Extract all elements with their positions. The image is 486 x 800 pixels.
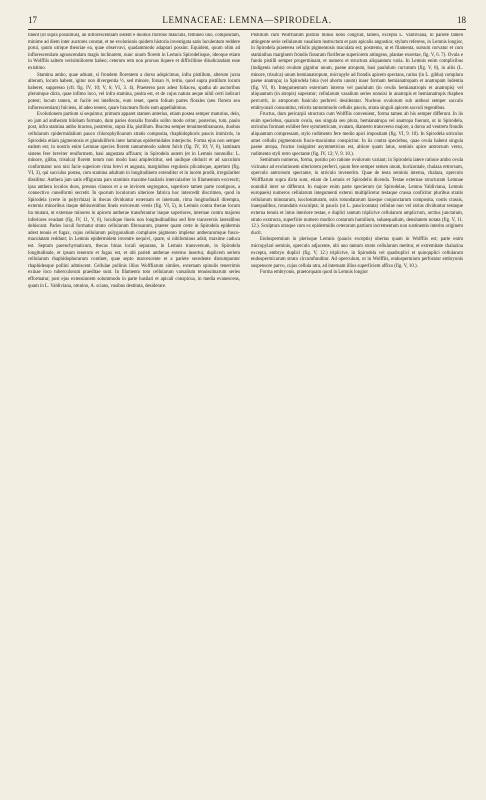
paragraph: Pistillum cum Wolffiarum pistillo minus notis congruit, tamen, excepta L. Valdiviana, in pariete tamen attingente serie cellularum vasalium instructum et pars apicalis angustior, stylum referens, in Lemnis longior, in Spirodela praeterea cellulis pigmentosis maculata est; postremo, ut et filamenta, sursum curvatur et cum staminibus marginem frondis fissuram floriferae superiorem attingens, plantae exsertae, fig. V, 6. 7). Ovula e fundo pistilli semper progerminant, et numero et structura aliquantum varia. In Lemnis enim complicibus (indigenis nobis) ovulum gignitur unum, paene atropum, basi paululum curvatum (fig. V, 8), in aliis (L. minore, trisulca) unum hemianatropum, micropyle ad frondis apicem spectans, rarius (in L. gibba) complura paene anatropa; in Spirodela bina (vel abortu unum) inaer formam hemianatropam et anatropam ludentia (fig. VI, 8). Integumentum externum interno vel paululum (in ovulis hemianatropis et anatropis) vel aliquantum (in atropis) superatur; cellularum vasalium series nonnisi in anatropis et hemianatropis rhaphen percurrit, in atroporum funiculo perbrevi desideratur. Nucleus ovulorum sub antheai semper saccalo embryonali consumitur, relictis tantummodo cellulis paucis, strata singuli apicem sacculi tegentibus. <box>251 33 463 111</box>
header-rule <box>28 29 466 30</box>
right-column <box>251 33 463 785</box>
paragraph: Forma embryonis, praetorquam quod in Lemnis longior <box>260 270 369 276</box>
left-column <box>28 33 240 785</box>
paragraph: Evolutionem partium si sequimur, primum apparet stamen anterius, etiam postea semper maturius, dein, eo jam ad antheram bilobam formato, dum paries dorsalis frondis solito modo oritur, posterius, tum, paulo post, infra stamina ambo bractea, postremo, supra illa, pistillum. Bractea semper tenuimembranacea, duobus cellularum cpiderrnidalium pauco chlorophylloarum stratis composita, rhaphidophoris paucis immixtis, in Spirodela etiam pigmentosis et glanduliferis inter laminas epidermidales interjectis. Forma ejus non semper eadem est; in nostris enim Lemnae species florem tantummodo saltem fulcit (fig. IV, 10; V, 6), laminam sistens fere breviter reniformem, basi angustata affixam; in Spirodela autem (et in Lemnis nonnullis: L. minore, gibba, trisulca) florem totum non modo basi amplecititur, sed undique obducit et ad sacculum conformatur non nisi facie superiore rima brevi et angusta, marginibus regulosis plicatisque, apertum (fig. VI, 3), qui sacculus postea, cum stamina adultum in longitudinem extenditur et in lucem prodit, irregulariter dissilitur. Anthera jam satis effigurata pars staminis maxime basilaris intercalariter in filamentum excrescit; ipsa anthera loculos duos, pressus clausos et a se invicem segregatos, superiore tamen parte contiguos, a connectivo cuneiformi secretit. In quorum loculorum ulteriore fabrica hoc intercedit discrimen, quod in Spirodela (certe in polyrrhiza) in thecas dividuntur externam et internam, rima longitudinali dirempta, externis minoribus itaque dehiscentibus lineis extrorsum versis (fig. VI, 5), in Lemnis contra thecae locum ita mutant, ut externae minores in apicem antherae transferantur itaque superiores, internae contra majores inferiores evadant (fig. IV, 11, V, 6), loculique lineis non longitudinalibus sed fere transversis lateralibus dehiscant. Paries loculi formatur strato cellularum fibrosarum, praeter quam certe in Spirodela epidermis adest tenuis et fugax, cujus cellularum polygonalium complures pigmento impletur antherarumque fusco-maculatam reddunt; in Lemnis epidermidem inventre nequivi, quare, si nihilominus adsit, maxime caduca est. Septum parenchymaticum, thecas binas locali separans, in Lemnis transversum, in Spirodela longitudinale, et ipsum tenerum et fugax est, et ubi parieti antherae externo insertur, duplicem seriem cellularum rhaphidophorarum continet, quae septo marcescente et a pariete secedente disrumpuntur rhaphidesque pollini admiscent. Cellulae pollinis illius Wolffiarum similes, externam spinulis tenerrimis exinae loco tuberculorum praeditae sunt. In filamento toto cellularum varsalium tenuissimarum series efformatur, post ejus extensionem solummodo in parte basilari et apicali conspicua, in media evanescens, quam in L. Valdiviana, omnino, A. scians, vasibus destituta, desiderare. <box>28 112 240 289</box>
page-number-left: 17 <box>28 15 37 25</box>
page-header <box>28 14 466 26</box>
paragraph: Semimum numerus, forma, positio pro ratione ovulorum variant; in Spirodela latere ratione ambo ovula vicinatur ad evolutionem ulteriorem perferri, quum fere semper semen unum, horizontale, chalaza retrorsum, operculo antrorsum spectante, in utriculo invenerim. Quae de testa seminis interna, chalaza, operculo Wolffiarum supra dicta sunt, etiam de Lemnis et Spirodelis dicenda. Testae externae structuram Lemnae nonnihil inter se differunt. In majore enim parte specierum (ut Spirodelae, Lemna Valdiviana, Lemnis europaeis) numeros cellularum integumenti externi multiplicetur testaque crassa conficitur pluribus stratis cellularum minutarum, isoclostaturam, sstis rotundatarum laxeque conjunctarum composita, costis crassis, inaequalibus, rotundatis exsculpta; in paucis (ut L. paucicostata) cellulae non vel rarius dividuntur testaque externa tenuis et intus interiore testae, e duplici tantum triplicive cellularum amplicrum, arctius junctarum, strato exstructa, superficie numero modico costarum humilium, subaequalium, densitatem notata (fig. V, 11. 12.). Sculptura utraque cum ex epidermidis ceterarum partium incrementum non sustinentis interitu originem ducit. <box>251 158 463 236</box>
paragraph: Fructus, dum pericarpii structura cum Wolffiis convenient, forma tamen ab his semper differunt. In iis enim speciebus, quarum ovula, seu singula seu plura, hemianatropa vel anatropa fuerunt, ut in Spirodela, utriculus formam exhibet fere symmetricam, ovatam, diametro transverso majore, a dorso ad ventrem frondis aliquantum compressam, stylo rudimento fere medio apici impositam (fig. VI, 9. 10). In Spirodela utriculus amet cellulis pigmentosis fusco-maculatus conspicitur. In iis contra speciebus, quae ovula habent singula paene atropa, fructus insigniter asymmetricus est, altiore quam latus, seminis apice antrorsum verso, rudimento styli retro spectante (fig. IV, 12; V, 9. 10.). <box>251 112 463 157</box>
running-head: LEMNACEAE: LEMNA—SPIRODELA. <box>162 15 332 25</box>
paragraph: Stamina ambo, quae adsunt, si frondem florentem a dorso adspicimus, infra pistillum, alterum juxta alterum, locum habent, igitur non divergentia ½, sed minore, forsan ⅓, tertio, quod supra pistillum locum haberet, suppresso (cfr. fig. IV, 10; V, 6; VI, 3. 4). Praeterea pars adest foliacea, spatha ab auctoribus plerumque dicta, quae infimo loco, vel infra stamina, posita est, et de cujus natura aeque nihil certi indicari potest; locum tamen, ut facile est intellectu, eum tenet, quem folium partes florales (seu florem seu inflorescentiam) fulciens, id adeo tenent, quare bracteam floris eam appellabimus. <box>28 72 240 111</box>
paragraph: tinent (ut supra posuimus), an inflorescentiam sistent e duobus floribus masculis, femineo uno, compositam, minime ad diem inter auctores constat, et ne evolutionis quidem historia investigata satis luculentum reddere potui, quum utrique theoriae ea, quae observavi, quadammodo adaptari possint. Equidem, quum olim ad inflorescentiam agnoscendam magis inclinarem, nunc unum florem in Lemnis Spirodelisque, ideoque etiam in Wolffiis saltem verisimiliorem habeo; ceterum rem non prorsus liquere et difficillime diiudicandam esse existimo. <box>28 33 240 71</box>
paragraph: Endospermium in plerisque Lemnis (paucis exceptis) ubertas quam in Wolffiis est; parte enim micropylari seminis, operculo adjacente, ubi uno tantum strato cellularum metitur, et extremitate chalazina excepta, embryo duplici (fig. V, 12.) triplicive, in Spirodela vel quadruplici et quinquplici cellularum endospermicarum strato circumfunditur. Ad operculum, ut in Wolffiis, endospermium perforatur embryonis suspensore parvo, cujus cellula utra, ad internam illius superficiem affixo (fig. V, 10.). <box>251 237 463 269</box>
page-number-right: 18 <box>457 15 466 25</box>
